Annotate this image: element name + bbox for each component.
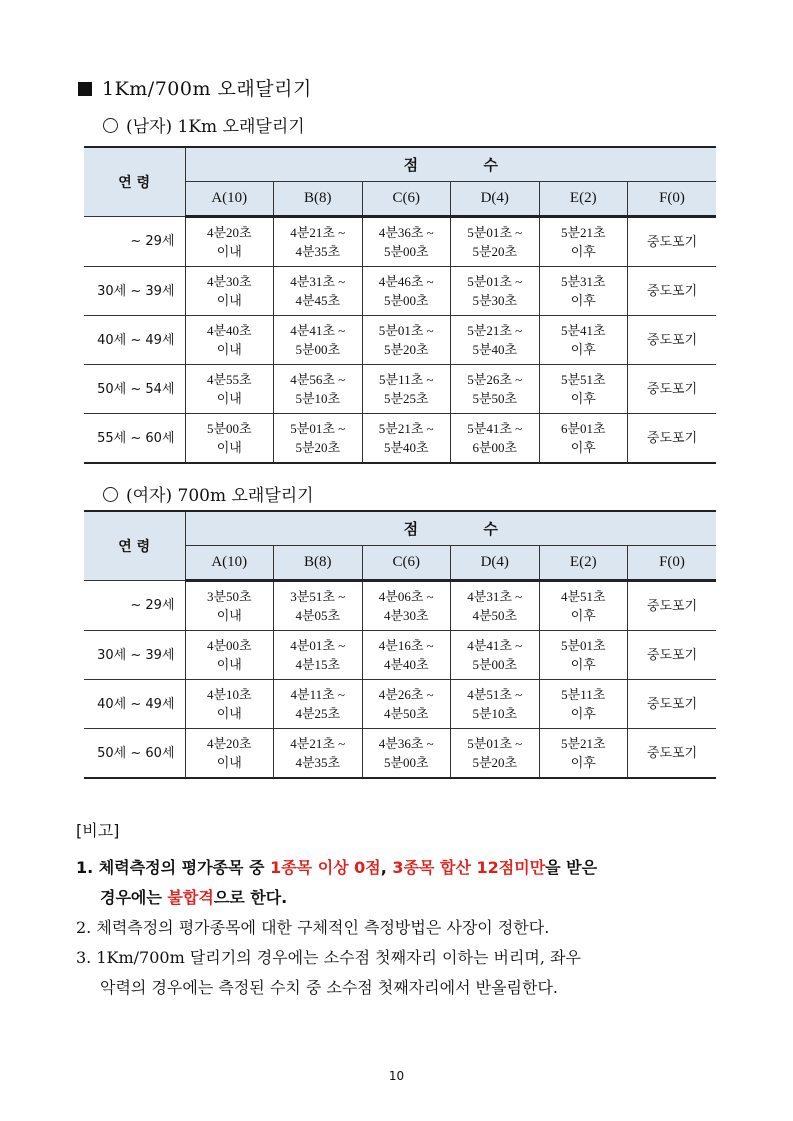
time-cell-line: 4분01초 ~ — [290, 638, 346, 653]
time-cell-line: 5분20초 — [295, 440, 341, 455]
age-range-cell: 30세 ~ 39세 — [84, 267, 185, 316]
time-cell — [362, 217, 451, 267]
time-cell-line: 5분41초 ~ — [467, 421, 523, 436]
time-cell-line: 4분46초 ~ — [378, 274, 434, 289]
circle-bullet-icon — [103, 487, 118, 502]
time-cell-line: 이내 — [216, 608, 242, 623]
give-up-cell: 중도포기 — [628, 365, 717, 414]
time-cell — [185, 316, 274, 365]
circle-bullet-icon — [103, 118, 118, 133]
give-up-cell: 중도포기 — [628, 316, 717, 365]
time-cell-line: 4분11초 ~ — [290, 687, 345, 702]
time-cell-line: 4분26초 ~ — [378, 687, 434, 702]
time-cell-line: 5분31초 — [560, 274, 606, 289]
age-range-cell: 30세 ~ 39세 — [84, 631, 185, 680]
time-cell-line: 이내 — [216, 706, 242, 721]
time-cell-line: 6분00초 — [472, 440, 518, 455]
time-cell-line: 5분00초 — [383, 244, 429, 259]
time-cell-line: 5분21초 ~ — [467, 323, 523, 338]
time-cell-line: 4분56초 ~ — [290, 372, 346, 387]
time-cell-line: 4분06초 ~ — [378, 589, 434, 604]
time-cell — [274, 365, 363, 414]
time-cell-line: 4분21초 ~ — [290, 736, 346, 751]
age-range-cell: 50세 ~ 60세 — [84, 729, 185, 779]
time-cell — [185, 267, 274, 316]
table-row — [84, 680, 716, 729]
section-title: 1Km/700m 오래달리기 — [78, 74, 312, 101]
time-cell-line: 5분50초 — [472, 391, 518, 406]
time-cell — [185, 729, 274, 779]
time-cell — [451, 680, 540, 729]
time-cell — [274, 680, 363, 729]
time-cell-line: 이내 — [216, 440, 242, 455]
time-cell-line: 4분16초 ~ — [378, 638, 434, 653]
grade-header: B(8) — [274, 182, 363, 217]
time-cell-line: 4분15초 — [295, 657, 341, 672]
time-cell-line: 5분30초 — [472, 293, 518, 308]
male-score-table — [84, 146, 716, 464]
time-cell-line: 이후 — [570, 755, 596, 770]
time-cell-line: 4분31초 ~ — [290, 274, 346, 289]
age-range-cell: 55세 ~ 60세 — [84, 414, 185, 464]
time-cell — [274, 217, 363, 267]
time-cell — [539, 631, 628, 680]
time-cell — [451, 316, 540, 365]
time-cell-line: 4분41초 ~ — [467, 638, 523, 653]
table-row — [84, 316, 716, 365]
time-cell-line: 5분01초 ~ — [467, 736, 523, 751]
time-cell-line: 5분40초 — [383, 440, 429, 455]
time-cell-line: 4분00초 — [206, 638, 252, 653]
time-cell — [362, 414, 451, 464]
time-cell-line: 5분00초 — [472, 657, 518, 672]
grade-header: F(0) — [628, 546, 717, 581]
time-cell-line: 4분50초 — [383, 706, 429, 721]
time-cell-line: 4분45초 — [295, 293, 341, 308]
time-cell — [362, 267, 451, 316]
age-range-cell: 40세 ~ 49세 — [84, 680, 185, 729]
time-cell-line: 3분51초 ~ — [290, 589, 346, 604]
time-cell — [274, 316, 363, 365]
table-row — [84, 217, 716, 267]
give-up-cell: 중도포기 — [628, 267, 717, 316]
time-cell-line: 4분36초 ~ — [378, 736, 434, 751]
time-cell — [451, 217, 540, 267]
time-cell — [185, 365, 274, 414]
time-cell-line: 4분10초 — [206, 687, 252, 702]
time-cell-line: 4분21초 ~ — [290, 225, 346, 240]
time-cell-line: 이내 — [216, 391, 242, 406]
note-item-2: 2. 체력측정의 평가종목에 대한 구체적인 측정방법은 사장이 정한다. — [76, 918, 550, 937]
table-row — [84, 267, 716, 316]
grade-header: F(0) — [628, 182, 717, 217]
age-header: 연 령 — [84, 147, 185, 217]
give-up-cell: 중도포기 — [628, 729, 717, 779]
time-cell-line: 5분41초 — [560, 323, 606, 338]
time-cell — [539, 365, 628, 414]
square-bullet-icon — [78, 82, 92, 96]
time-cell-line: 이후 — [570, 706, 596, 721]
time-cell-line: 5분10초 — [295, 391, 341, 406]
time-cell-line: 4분30초 — [383, 608, 429, 623]
time-cell — [274, 581, 363, 631]
time-cell — [451, 267, 540, 316]
time-cell — [539, 414, 628, 464]
time-cell-line: 5분21초 — [560, 225, 606, 240]
time-cell — [539, 581, 628, 631]
give-up-cell: 중도포기 — [628, 680, 717, 729]
time-cell-line: 이내 — [216, 244, 242, 259]
time-cell-line: 4분40초 — [206, 323, 252, 338]
time-cell-line: 4분20초 — [206, 736, 252, 751]
notes-heading: [비고] — [76, 821, 120, 840]
time-cell-line: 5분20초 — [383, 342, 429, 357]
time-cell-line: 5분20초 — [472, 244, 518, 259]
time-cell — [274, 267, 363, 316]
time-cell-line: 4분50초 — [472, 608, 518, 623]
time-cell-line: 이후 — [570, 608, 596, 623]
time-cell — [451, 581, 540, 631]
page-number: 10 — [388, 1069, 405, 1083]
time-cell — [451, 729, 540, 779]
grade-header: B(8) — [274, 546, 363, 581]
grade-header: D(4) — [451, 546, 540, 581]
grade-header: E(2) — [539, 182, 628, 217]
time-cell-line: 이후 — [570, 293, 596, 308]
age-range-cell: ~ 29세 — [84, 581, 185, 631]
score-header: 점 수 — [185, 147, 716, 182]
time-cell-line: 이후 — [570, 342, 596, 357]
time-cell-line: 4분36초 ~ — [378, 225, 434, 240]
time-cell — [362, 680, 451, 729]
time-cell-line: 4분25초 — [295, 706, 341, 721]
time-cell-line: 5분01초 ~ — [290, 421, 346, 436]
time-cell-line: 5분21초 ~ — [378, 421, 434, 436]
time-cell — [539, 267, 628, 316]
time-cell-line: 5분21초 — [560, 736, 606, 751]
table-row — [84, 581, 716, 631]
time-cell — [539, 316, 628, 365]
time-cell — [362, 581, 451, 631]
time-cell-line: 5분11초 ~ — [379, 372, 434, 387]
time-cell-line: 5분00초 — [383, 755, 429, 770]
grade-header: A(10) — [185, 182, 274, 217]
time-cell-line: 이후 — [570, 244, 596, 259]
age-range-cell: 40세 ~ 49세 — [84, 316, 185, 365]
time-cell — [274, 631, 363, 680]
grade-header: C(6) — [362, 546, 451, 581]
female-subtitle: (여자) 700m 오래달리기 — [103, 481, 314, 506]
time-cell — [451, 365, 540, 414]
time-cell-line: 3분50초 — [206, 589, 252, 604]
time-cell — [362, 316, 451, 365]
time-cell — [539, 217, 628, 267]
grade-header: A(10) — [185, 546, 274, 581]
time-cell-line: 4분55초 — [206, 372, 252, 387]
time-cell-line: 이내 — [216, 755, 242, 770]
time-cell-line: 5분11초 — [561, 687, 606, 702]
time-cell-line: 4분31초 ~ — [467, 589, 523, 604]
age-header: 연 령 — [84, 511, 185, 581]
give-up-cell: 중도포기 — [628, 217, 717, 267]
time-cell-line: 이후 — [570, 440, 596, 455]
time-cell-line: 이후 — [570, 391, 596, 406]
time-cell-line: 4분40초 — [383, 657, 429, 672]
time-cell-line: 4분51초 ~ — [467, 687, 523, 702]
time-cell-line: 4분51초 — [560, 589, 606, 604]
time-cell-line: 5분01초 ~ — [467, 225, 523, 240]
time-cell — [185, 680, 274, 729]
female-score-table — [84, 510, 716, 779]
time-cell-line: 5분00초 — [206, 421, 252, 436]
time-cell — [185, 581, 274, 631]
time-cell — [185, 414, 274, 464]
give-up-cell: 중도포기 — [628, 631, 717, 680]
time-cell-line: 4분20초 — [206, 225, 252, 240]
time-cell — [539, 680, 628, 729]
time-cell-line: 5분26초 ~ — [467, 372, 523, 387]
note-item-3: 3. 1Km/700m 달리기의 경우에는 소수점 첫째자리 이하는 버리며, 좌우 악력의 경우에는 측정된 수치 중 소수점 첫째자리에서 반올림한다. — [76, 948, 581, 997]
table-row — [84, 414, 716, 464]
time-cell — [274, 729, 363, 779]
time-cell-line: 4분05초 — [295, 608, 341, 623]
time-cell-line: 이내 — [216, 657, 242, 672]
time-cell-line: 5분01초 ~ — [378, 323, 434, 338]
table-row — [84, 729, 716, 779]
time-cell-line: 4분41초 ~ — [290, 323, 346, 338]
time-cell-line: 4분35초 — [295, 755, 341, 770]
grade-header: D(4) — [451, 182, 540, 217]
time-cell — [451, 631, 540, 680]
give-up-cell: 중도포기 — [628, 414, 717, 464]
time-cell — [362, 631, 451, 680]
notes-section — [76, 818, 726, 1003]
time-cell — [274, 414, 363, 464]
time-cell-line: 5분00초 — [383, 293, 429, 308]
time-cell-line: 6분01초 — [560, 421, 606, 436]
time-cell-line: 이내 — [216, 342, 242, 357]
time-cell-line: 이후 — [570, 657, 596, 672]
score-header: 점 수 — [185, 511, 716, 546]
time-cell-line: 5분20초 — [472, 755, 518, 770]
time-cell-line: 5분01초 — [560, 638, 606, 653]
time-cell — [185, 217, 274, 267]
table-row — [84, 365, 716, 414]
grade-header: C(6) — [362, 182, 451, 217]
time-cell — [185, 631, 274, 680]
time-cell — [539, 729, 628, 779]
time-cell-line: 5분25초 — [383, 391, 429, 406]
male-subtitle: (남자) 1Km 오래달리기 — [103, 112, 305, 137]
time-cell-line: 5분00초 — [295, 342, 341, 357]
age-range-cell: ~ 29세 — [84, 217, 185, 267]
grade-header: E(2) — [539, 546, 628, 581]
time-cell-line: 4분35초 — [295, 244, 341, 259]
time-cell — [362, 365, 451, 414]
time-cell-line: 4분30초 — [206, 274, 252, 289]
time-cell — [451, 414, 540, 464]
age-range-cell: 50세 ~ 54세 — [84, 365, 185, 414]
time-cell-line: 5분40초 — [472, 342, 518, 357]
time-cell — [362, 729, 451, 779]
table-row — [84, 631, 716, 680]
time-cell-line: 5분51초 — [560, 372, 606, 387]
time-cell-line: 5분10초 — [472, 706, 518, 721]
give-up-cell: 중도포기 — [628, 581, 717, 631]
time-cell-line: 5분01초 ~ — [467, 274, 523, 289]
note-item-1: 1. 체력측정의 평가종목 중 1종목 이상 0점, 3종목 합산 12점미만을 받은 경우에는 불합격으로 한다. — [76, 858, 598, 907]
time-cell-line: 이내 — [216, 293, 242, 308]
